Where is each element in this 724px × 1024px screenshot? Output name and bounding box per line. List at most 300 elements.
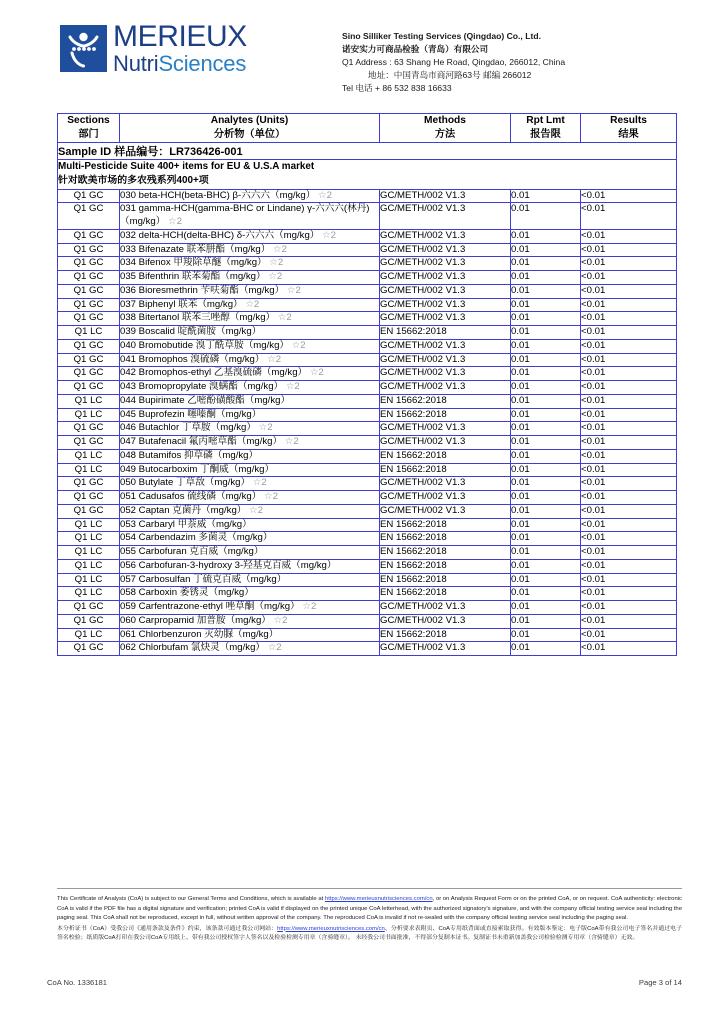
analyte-name: 046 Butachlor 丁草胺（mg/kg） <box>120 422 256 434</box>
star-marker-icon: ☆2 <box>286 284 301 296</box>
cell-section: Q1 LC <box>58 532 120 546</box>
cell-result: <0.01 <box>581 422 677 436</box>
cell-method: GC/METH/002 V1.3 <box>380 367 511 381</box>
cell-rpt-limit: 0.01 <box>511 491 581 505</box>
sample-id-row <box>58 142 677 159</box>
cell-section: Q1 GC <box>58 614 120 628</box>
cell-method: GC/METH/002 V1.3 <box>380 312 511 326</box>
cell-result: <0.01 <box>581 463 677 477</box>
analyte-name: 051 Cadusafos 硫线磷（mg/kg） <box>120 491 262 503</box>
cell-section: Q1 GC <box>58 353 120 367</box>
cell-analyte <box>120 394 380 408</box>
analyte-name: 034 Bifenox 甲羧除草醚（mg/kg） <box>120 257 267 269</box>
cell-result: <0.01 <box>581 408 677 422</box>
analyte-name: 040 Bromobutide 溴丁酰草胺（mg/kg） <box>120 339 290 351</box>
disclaimer-english <box>57 895 682 924</box>
star-marker-icon: ☆2 <box>273 614 288 626</box>
th-results-en: Results <box>610 115 647 127</box>
th-sections-cn: 部门 <box>78 129 99 141</box>
star-marker-icon: ☆2 <box>309 367 324 379</box>
table-row <box>58 243 677 257</box>
coa-number: CoA No. 1336181 <box>47 978 107 987</box>
cell-rpt-limit: 0.01 <box>511 463 581 477</box>
cell-analyte <box>120 614 380 628</box>
cell-analyte <box>120 546 380 560</box>
table-row <box>58 257 677 271</box>
cell-method: GC/METH/002 V1.3 <box>380 298 511 312</box>
cell-section: Q1 LC <box>58 326 120 340</box>
page-footer <box>0 888 724 944</box>
star-marker-icon: ☆2 <box>273 243 287 255</box>
analyte-name: 039 Boscalid 啶酰菌胺（mg/kg） <box>120 326 262 338</box>
cell-result: <0.01 <box>581 587 677 601</box>
analyte-name: 048 Butamifos 抑草磷（mg/kg） <box>120 449 259 461</box>
cell-result: <0.01 <box>581 642 677 656</box>
results-table-wrapper <box>57 113 676 656</box>
analyte-name: 057 Carbosulfan 丁硫克百威（mg/kg） <box>120 573 287 585</box>
table-row <box>58 573 677 587</box>
disclaimer-en-part2: , or on Analysis Request Form or on the printed CoA, or on request. CoA authenticity: electronic CoA is valid if the PDF file has a digital signature and verification; printed CoA is valid if displayed on the printed unique CoA letterhead, with the authorized signatory's signature, and with the company official testing service seal including the paging seal. This CoA shall not be reproduced, except in full, without written approval of the company. The reproduced CoA is invalid if not re-sealed with the company official testing service seal including the paging seal. <box>57 896 682 922</box>
analyte-name: 035 Bifenthrin 联苯菊酯（mg/kg） <box>120 271 266 283</box>
cell-section: Q1 LC <box>58 573 120 587</box>
cell-result: <0.01 <box>581 203 677 230</box>
page-header <box>0 0 724 95</box>
cell-result: <0.01 <box>581 518 677 532</box>
company-telephone: Tel 电话 + 86 532 838 16633 <box>342 83 452 94</box>
table-row <box>58 546 677 560</box>
cell-analyte <box>120 559 380 573</box>
cell-method: GC/METH/002 V1.3 <box>380 477 511 491</box>
cell-method: EN 15662:2018 <box>380 408 511 422</box>
analyte-name: 042 Bromophos-ethyl 乙基溴硫磷（mg/kg） <box>120 367 308 379</box>
star-marker-icon: ☆2 <box>268 271 283 283</box>
analyte-name: 036 Bioresmethrin 苄呋菊酯（mg/kg） <box>120 284 285 296</box>
cell-section: Q1 GC <box>58 504 120 518</box>
cell-result: <0.01 <box>581 271 677 285</box>
th-methods-en: Methods <box>424 115 466 127</box>
cell-rpt-limit: 0.01 <box>511 367 581 381</box>
company-address-block <box>342 22 702 95</box>
cell-analyte <box>120 284 380 298</box>
cell-rpt-limit: 0.01 <box>511 477 581 491</box>
cell-analyte <box>120 298 380 312</box>
cell-result: <0.01 <box>581 257 677 271</box>
cell-result: <0.01 <box>581 491 677 505</box>
th-methods-cn: 方法 <box>434 129 456 141</box>
cell-result: <0.01 <box>581 339 677 353</box>
analyte-name: 062 Chlorbufam 氯炔灵（mg/kg） <box>120 642 266 654</box>
th-rpt-lmt-en: Rpt Lmt <box>526 115 565 127</box>
cell-method: EN 15662:2018 <box>380 559 511 573</box>
cell-analyte <box>120 271 380 285</box>
analyte-name: 060 Carpropamid 加普胺（mg/kg） <box>120 614 271 626</box>
cell-section: Q1 GC <box>58 642 120 656</box>
cell-rpt-limit: 0.01 <box>511 573 581 587</box>
analyte-name: 033 Bifenazate 联苯肼酯（mg/kg） <box>120 243 271 255</box>
suite-title-cn: 针对欧美市场的多农残系列400+项 <box>58 175 209 187</box>
cell-section: Q1 GC <box>58 491 120 505</box>
analyte-name: 061 Chlorbenzuron 灭幼脲（mg/kg） <box>120 628 279 640</box>
cell-analyte <box>120 229 380 243</box>
star-marker-icon: ☆2 <box>263 491 278 503</box>
cell-section: Q1 GC <box>58 229 120 243</box>
star-marker-icon: ☆2 <box>302 601 317 613</box>
table-row <box>58 367 677 381</box>
cell-analyte <box>120 243 380 257</box>
disclaimer-cn-part2: 、分析要求表附页、CoA专用纸背面或直接索取获得。有效版本鉴定：电子版CoA带有我公司电子签名并通过电子签名校验；纸质版CoA打印在我公司CoA专用纸上、带有我公司授权签字人签名以及检验检测专用章（含骑缝章）。 未经我公司书面批准，不得部分复制本证书。复制证书未重新加盖我公司检验检测专用章（含骑缝章）无效。 <box>57 925 683 942</box>
cell-section: Q1 LC <box>58 587 120 601</box>
table-row <box>58 463 677 477</box>
cell-analyte <box>120 477 380 491</box>
cell-section: Q1 GC <box>58 243 120 257</box>
cell-rpt-limit: 0.01 <box>511 298 581 312</box>
cell-result: <0.01 <box>581 477 677 491</box>
table-row <box>58 229 677 243</box>
table-row <box>58 271 677 285</box>
cell-section: Q1 GC <box>58 422 120 436</box>
th-sections <box>58 114 120 143</box>
cell-method: GC/METH/002 V1.3 <box>380 284 511 298</box>
star-marker-icon: ☆2 <box>245 298 260 310</box>
table-row <box>58 559 677 573</box>
cell-rpt-limit: 0.01 <box>511 601 581 615</box>
cell-analyte <box>120 532 380 546</box>
cell-rpt-limit: 0.01 <box>511 436 581 450</box>
star-marker-icon: ☆2 <box>291 339 306 351</box>
logo-wordmark <box>113 22 247 75</box>
cell-section: Q1 GC <box>58 257 120 271</box>
cell-method: GC/METH/002 V1.3 <box>380 271 511 285</box>
th-results <box>581 114 677 143</box>
cell-rpt-limit: 0.01 <box>511 326 581 340</box>
analyte-name: 052 Captan 克菌丹（mg/kg） <box>120 504 247 516</box>
cell-method: EN 15662:2018 <box>380 532 511 546</box>
table-row <box>58 477 677 491</box>
cell-method: EN 15662:2018 <box>380 394 511 408</box>
cell-rpt-limit: 0.01 <box>511 449 581 463</box>
cell-result: <0.01 <box>581 504 677 518</box>
th-methods <box>380 114 511 143</box>
cell-rpt-limit: 0.01 <box>511 559 581 573</box>
analyte-name: 059 Carfentrazone-ethyl 唑草酮（mg/kg） <box>120 601 300 613</box>
terms-conditions-link[interactable]: https://www.merieuxnutrisciences.com/cn <box>324 896 433 902</box>
analyte-name: 047 Butafenacil 氟丙嘧草酯（mg/kg） <box>120 436 283 448</box>
cell-section: Q1 LC <box>58 408 120 422</box>
cell-section: Q1 LC <box>58 559 120 573</box>
cell-method: GC/METH/002 V1.3 <box>380 339 511 353</box>
cell-result: <0.01 <box>581 284 677 298</box>
star-marker-icon: ☆2 <box>168 216 182 228</box>
cell-analyte <box>120 312 380 326</box>
analyte-name: 054 Carbendazim 多菌灵（mg/kg） <box>120 532 273 544</box>
table-row <box>58 339 677 353</box>
cell-analyte <box>120 353 380 367</box>
th-analytes-cn: 分析物（单位） <box>213 129 286 141</box>
cell-method: GC/METH/002 V1.3 <box>380 353 511 367</box>
table-row <box>58 353 677 367</box>
analyte-name: 038 Bitertanol 联苯三唑醇（mg/kg） <box>120 312 276 324</box>
cell-method: EN 15662:2018 <box>380 518 511 532</box>
table-row <box>58 628 677 642</box>
analyte-results-table <box>57 113 677 656</box>
cell-method: GC/METH/002 V1.3 <box>380 491 511 505</box>
cell-method: EN 15662:2018 <box>380 628 511 642</box>
sample-id-text: Sample ID 样品编号：LR736426-001 <box>58 142 677 159</box>
table-header-row <box>58 114 677 143</box>
cell-method: GC/METH/002 V1.3 <box>380 504 511 518</box>
analyte-name: 031 gamma-HCH(gamma-BHC or Lindane) γ-六六六(林丹)（mg/kg） <box>120 203 370 228</box>
cell-analyte <box>120 339 380 353</box>
analyte-name: 044 Bupirimate 乙嘧酚磺酸酯（mg/kg） <box>120 394 291 406</box>
cell-rpt-limit: 0.01 <box>511 229 581 243</box>
table-head <box>58 114 677 143</box>
cell-method: GC/METH/002 V1.3 <box>380 229 511 243</box>
logo-text-merieux: MERIEUX <box>113 20 247 53</box>
cell-analyte <box>120 463 380 477</box>
cell-rpt-limit: 0.01 <box>511 614 581 628</box>
th-results-cn: 结果 <box>618 129 639 141</box>
cell-rpt-limit: 0.01 <box>511 532 581 546</box>
analyte-name: 056 Carbofuran-3-hydroxy 3-羟基克百威（mg/kg） <box>120 559 337 571</box>
analyte-name: 053 Carbaryl 甲萘威（mg/kg） <box>120 518 252 530</box>
logo-text-nutri: Nutri <box>113 51 159 76</box>
cell-rpt-limit: 0.01 <box>511 422 581 436</box>
star-marker-icon: ☆2 <box>269 257 284 269</box>
cell-result: <0.01 <box>581 449 677 463</box>
table-row <box>58 312 677 326</box>
cell-rpt-limit: 0.01 <box>511 642 581 656</box>
cell-result: <0.01 <box>581 436 677 450</box>
cell-result: <0.01 <box>581 312 677 326</box>
cell-rpt-limit: 0.01 <box>511 408 581 422</box>
cell-section: Q1 GC <box>58 312 120 326</box>
company-address-en: Q1 Address : 63 Shang He Road, Qingdao, 266012, China <box>342 57 566 68</box>
cell-method: GC/METH/002 V1.3 <box>380 203 511 230</box>
table-row <box>58 449 677 463</box>
cell-result: <0.01 <box>581 532 677 546</box>
page-number: Page 3 of 14 <box>638 978 682 987</box>
cell-result: <0.01 <box>581 243 677 257</box>
cell-analyte <box>120 449 380 463</box>
cell-rpt-limit: 0.01 <box>511 339 581 353</box>
cell-result: <0.01 <box>581 628 677 642</box>
table-row <box>58 422 677 436</box>
disclaimer-cn-part1: 本分析证书（CoA）受我公司《通用条款及条件》约束，该条款可通过我公司网站： <box>57 925 278 932</box>
cell-method: GC/METH/002 V1.3 <box>380 257 511 271</box>
table-row <box>58 518 677 532</box>
logo-text-sciences: Sciences <box>158 51 247 76</box>
cell-method: EN 15662:2018 <box>380 463 511 477</box>
cell-analyte <box>120 408 380 422</box>
cell-rpt-limit: 0.01 <box>511 587 581 601</box>
table-row <box>58 284 677 298</box>
cell-section: Q1 GC <box>58 367 120 381</box>
table-row <box>58 504 677 518</box>
cell-analyte <box>120 326 380 340</box>
table-row <box>58 642 677 656</box>
cell-result: <0.01 <box>581 326 677 340</box>
table-row <box>58 436 677 450</box>
table-row <box>58 394 677 408</box>
th-analytes-en: Analytes (Units) <box>210 115 289 127</box>
table-row <box>58 408 677 422</box>
table-row <box>58 326 677 340</box>
cell-section: Q1 GC <box>58 339 120 353</box>
logo-text-nutrisciences <box>113 53 247 75</box>
cell-analyte <box>120 573 380 587</box>
cell-method: EN 15662:2018 <box>380 573 511 587</box>
cell-rpt-limit: 0.01 <box>511 284 581 298</box>
cell-method: GC/METH/002 V1.3 <box>380 189 511 203</box>
cell-method: GC/METH/002 V1.3 <box>380 642 511 656</box>
suite-title-row <box>58 159 677 189</box>
cell-section: Q1 LC <box>58 518 120 532</box>
cell-analyte <box>120 436 380 450</box>
cell-section: Q1 LC <box>58 546 120 560</box>
th-rpt-lmt <box>511 114 581 143</box>
company-name-en: Sino Silliker Testing Services (Qingdao) Co., Ltd. <box>342 31 541 41</box>
table-row <box>58 203 677 230</box>
table-row <box>58 532 677 546</box>
footer-divider <box>57 888 682 889</box>
table-row <box>58 614 677 628</box>
cell-result: <0.01 <box>581 559 677 573</box>
star-marker-icon: ☆2 <box>317 189 332 201</box>
analyte-name: 030 beta-HCH(beta-BHC) β-六六六（mg/kg） <box>120 189 316 201</box>
cell-method: EN 15662:2018 <box>380 326 511 340</box>
cell-analyte <box>120 257 380 271</box>
cell-analyte <box>120 504 380 518</box>
table-row <box>58 491 677 505</box>
table-row <box>58 189 677 203</box>
cell-method: EN 15662:2018 <box>380 587 511 601</box>
cell-section: Q1 GC <box>58 189 120 203</box>
cell-rpt-limit: 0.01 <box>511 257 581 271</box>
analyte-name: 043 Bromopropylate 溴螨酯（mg/kg） <box>120 381 284 393</box>
cell-rpt-limit: 0.01 <box>511 518 581 532</box>
company-logo <box>22 22 342 75</box>
table-row <box>58 381 677 395</box>
star-marker-icon: ☆2 <box>267 642 282 654</box>
cell-method: GC/METH/002 V1.3 <box>380 601 511 615</box>
disclaimer-chinese <box>57 925 682 944</box>
cell-method: GC/METH/002 V1.3 <box>380 243 511 257</box>
analyte-name: 050 Butylate 丁草敌（mg/kg） <box>120 477 251 489</box>
cell-analyte <box>120 381 380 395</box>
table-row <box>58 587 677 601</box>
th-sections-en: Sections <box>67 115 110 127</box>
suite-title-cell <box>58 159 677 189</box>
cell-rpt-limit: 0.01 <box>511 628 581 642</box>
cell-result: <0.01 <box>581 298 677 312</box>
cell-analyte <box>120 203 380 230</box>
cell-method: GC/METH/002 V1.3 <box>380 614 511 628</box>
cell-result: <0.01 <box>581 601 677 615</box>
star-marker-icon: ☆2 <box>285 381 300 393</box>
cell-section: Q1 GC <box>58 284 120 298</box>
cell-method: EN 15662:2018 <box>380 449 511 463</box>
cell-rpt-limit: 0.01 <box>511 271 581 285</box>
cell-result: <0.01 <box>581 367 677 381</box>
table-row <box>58 601 677 615</box>
cell-method: GC/METH/002 V1.3 <box>380 381 511 395</box>
cell-analyte <box>120 189 380 203</box>
company-name-cn: 诺安实力可商品检验（青岛）有限公司 <box>342 44 489 55</box>
star-marker-icon: ☆2 <box>277 312 292 324</box>
merieux-logo-mark-icon <box>60 25 107 72</box>
cell-result: <0.01 <box>581 394 677 408</box>
cell-rpt-limit: 0.01 <box>511 546 581 560</box>
terms-conditions-link-cn[interactable]: https://www.merieuxnutrisciences.com/cn <box>277 925 385 932</box>
cell-section: Q1 GC <box>58 601 120 615</box>
cell-analyte <box>120 491 380 505</box>
cell-rpt-limit: 0.01 <box>511 312 581 326</box>
analyte-name: 049 Butocarboxim 丁酮威（mg/kg） <box>120 463 275 475</box>
suite-title-en: Multi-Pesticide Suite 400+ items for EU & U.S.A market <box>58 160 315 172</box>
company-address-cn: 地址：中国青岛市商河路63号 邮编 266012 <box>368 70 532 81</box>
cell-section: Q1 GC <box>58 298 120 312</box>
disclaimer-en-part1: This Certificate of Analysis (CoA) is subject to our General Terms and Conditions, which is available at <box>57 896 325 902</box>
cell-result: <0.01 <box>581 573 677 587</box>
cell-analyte <box>120 642 380 656</box>
star-marker-icon: ☆2 <box>252 477 267 489</box>
analyte-name: 041 Bromophos 溴硫磷（mg/kg） <box>120 353 265 365</box>
cell-section: Q1 LC <box>58 463 120 477</box>
cell-result: <0.01 <box>581 614 677 628</box>
table-row <box>58 298 677 312</box>
analyte-name: 055 Carbofuran 克百威（mg/kg） <box>120 546 264 558</box>
cell-analyte <box>120 367 380 381</box>
cell-section: Q1 GC <box>58 436 120 450</box>
cell-rpt-limit: 0.01 <box>511 189 581 203</box>
cell-section: Q1 GC <box>58 381 120 395</box>
cell-rpt-limit: 0.01 <box>511 243 581 257</box>
cell-section: Q1 GC <box>58 203 120 230</box>
cell-analyte <box>120 587 380 601</box>
cell-result: <0.01 <box>581 229 677 243</box>
cell-analyte <box>120 628 380 642</box>
cell-analyte <box>120 601 380 615</box>
cell-rpt-limit: 0.01 <box>511 203 581 230</box>
cell-section: Q1 LC <box>58 628 120 642</box>
cell-rpt-limit: 0.01 <box>511 381 581 395</box>
cell-result: <0.01 <box>581 381 677 395</box>
cell-result: <0.01 <box>581 189 677 203</box>
star-marker-icon: ☆2 <box>284 436 299 448</box>
cell-section: Q1 LC <box>58 449 120 463</box>
cell-method: GC/METH/002 V1.3 <box>380 436 511 450</box>
cell-analyte <box>120 518 380 532</box>
cell-section: Q1 GC <box>58 271 120 285</box>
footer-meta-bar <box>0 978 724 987</box>
cell-method: GC/METH/002 V1.3 <box>380 422 511 436</box>
analyte-name: 037 Biphenyl 联苯（mg/kg） <box>120 298 243 310</box>
star-marker-icon: ☆2 <box>258 422 273 434</box>
cell-section: Q1 GC <box>58 477 120 491</box>
th-rpt-lmt-cn: 报告限 <box>530 129 561 141</box>
cell-method: EN 15662:2018 <box>380 546 511 560</box>
cell-result: <0.01 <box>581 353 677 367</box>
star-marker-icon: ☆2 <box>322 229 337 241</box>
analyte-name: 058 Carboxin 萎锈灵（mg/kg） <box>120 587 254 599</box>
cell-result: <0.01 <box>581 546 677 560</box>
cell-rpt-limit: 0.01 <box>511 394 581 408</box>
analyte-name: 045 Buprofezin 噻嗪酮（mg/kg） <box>120 408 262 420</box>
table-body <box>58 142 677 655</box>
cell-rpt-limit: 0.01 <box>511 504 581 518</box>
cell-rpt-limit: 0.01 <box>511 353 581 367</box>
cell-section: Q1 LC <box>58 394 120 408</box>
